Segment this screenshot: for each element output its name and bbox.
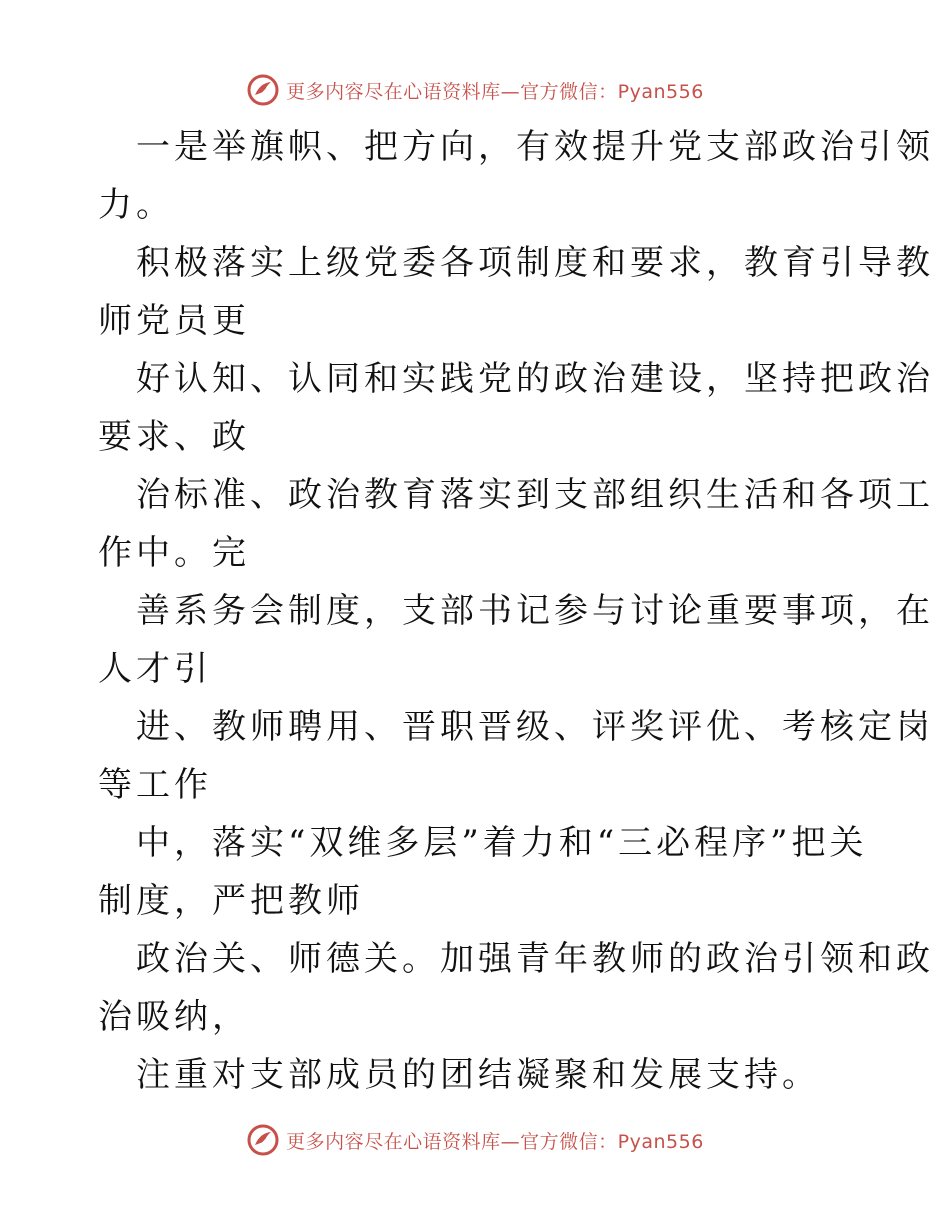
text-line <box>98 292 858 350</box>
watermark-text: 更多内容尽在心语资料库—官方微信：Pyan556 <box>286 80 704 103</box>
header-watermark <box>0 70 950 110</box>
line-text: 治吸纳， <box>98 997 250 1037</box>
line-text: 中，落实“双维多层”着力和“三必程序”把关 <box>136 823 868 863</box>
line-text: 力。 <box>98 185 174 225</box>
text-line <box>98 466 934 524</box>
text-line <box>98 118 934 176</box>
line-text: 注重对支部成员的团结凝聚和发展支持。 <box>136 1055 820 1095</box>
line-text: 人才引 <box>98 649 212 689</box>
text-line <box>98 1046 858 1104</box>
text-line <box>98 930 934 988</box>
text-line <box>98 756 858 814</box>
watermark-text: 更多内容尽在心语资料库—官方微信：Pyan556 <box>286 1130 704 1153</box>
logo-icon <box>246 1123 280 1157</box>
line-text: 善系务会制度，支部书记参与讨论重要事项，在 <box>136 591 934 631</box>
line-text: 政治关、师德关。加强青年教师的政治引领和政 <box>136 939 934 979</box>
text-line <box>98 234 934 292</box>
text-line <box>98 698 934 756</box>
line-text: 积极落实上级党委各项制度和要求，教育引导教 <box>136 243 934 283</box>
text-line <box>98 640 858 698</box>
line-text: 治标准、政治教育落实到支部组织生活和各项工 <box>136 475 934 515</box>
text-line <box>98 524 858 582</box>
text-line <box>98 872 858 930</box>
document-body <box>98 118 934 1104</box>
logo-icon <box>246 73 280 107</box>
text-line <box>98 408 858 466</box>
line-text: 师党员更 <box>98 301 250 341</box>
line-text: 好认知、认同和实践党的政治建设，坚持把政治 <box>136 359 934 399</box>
line-text: 一是举旗帜、把方向，有效提升党支部政治引领 <box>136 127 934 167</box>
line-text: 进、教师聘用、晋职晋级、评奖评优、考核定岗 <box>136 707 934 747</box>
footer-watermark <box>0 1120 950 1160</box>
text-line <box>98 176 858 234</box>
text-line <box>98 582 934 640</box>
text-line <box>98 350 934 408</box>
text-line <box>98 814 868 872</box>
line-text: 要求、政 <box>98 417 250 457</box>
line-text: 制度，严把教师 <box>98 881 364 921</box>
line-text: 等工作 <box>98 765 212 805</box>
text-line <box>98 988 858 1046</box>
line-text: 作中。完 <box>98 533 250 573</box>
